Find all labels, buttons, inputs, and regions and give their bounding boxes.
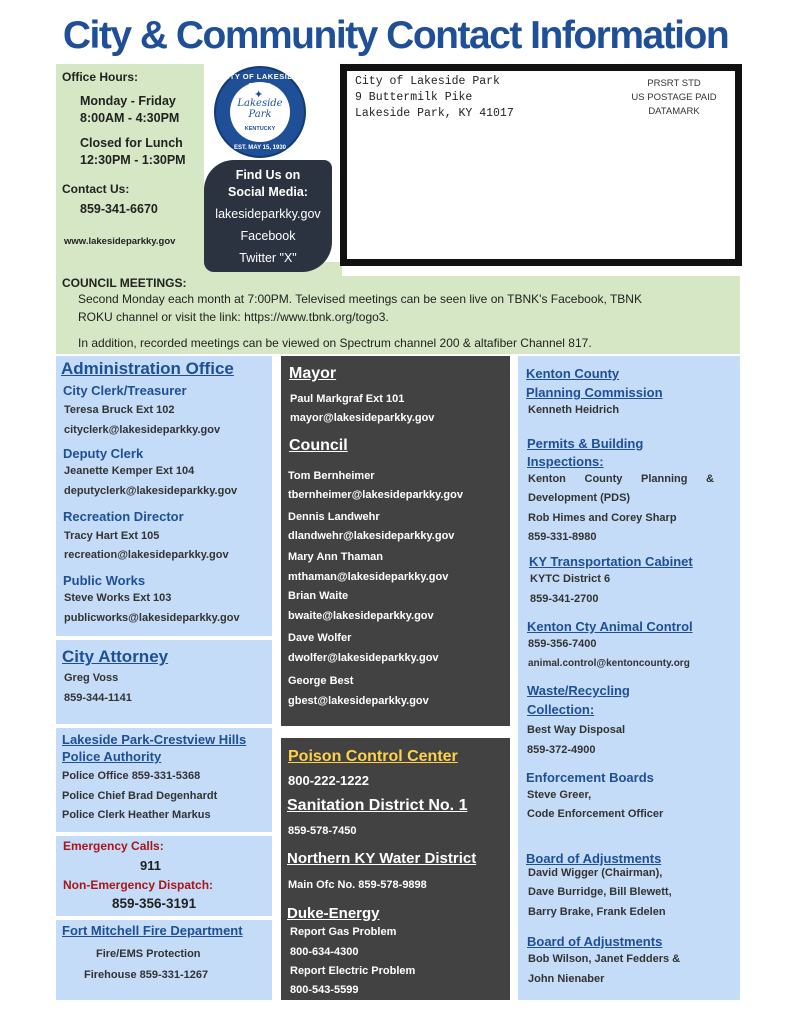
council-member-email[interactable]: gbest@lakesideparkky.gov [288,695,429,707]
police-heading-2: Police Authority [62,749,162,764]
clerk-name: Teresa Bruck Ext 102 [64,404,175,416]
sanitation-heading: Sanitation District No. 1 [287,797,468,814]
police-office: Police Office 859-331-5368 [62,770,201,782]
seal-top-text: CITY OF LAKESIDE [221,72,299,81]
animal-email[interactable]: animal.control@kentoncounty.org [528,658,690,669]
mail-line-2: 9 Buttermilk Pike [355,91,473,104]
seal-state: KENTUCKY [244,126,276,132]
permits-line-1: Kenton County Planning & [528,473,714,485]
adj1-line-3: Barry Brake, Frank Edelen [528,906,666,918]
office-hours-label: Office Hours: [62,70,139,84]
poison-phone: 800-222-1222 [288,773,369,788]
fire-line-1: Fire/EMS Protection [96,948,201,960]
social-facebook-link[interactable]: Facebook [240,229,296,243]
permits-names: Rob Himes and Corey Sharp [528,512,677,524]
page-title: City & Community Contact Information [62,14,729,57]
council-meetings-line-3: In addition, recorded meetings can be viewed on Spectrum channel 200 & altafiber Channel 817. [78,336,592,350]
permits-heading-1: Permits & Building [527,436,644,451]
council-member-email[interactable]: tbernheimer@lakesideparkky.gov [288,489,463,501]
admin-heading: Administration Office [61,359,234,378]
seal-inner [230,82,290,142]
mail-line-3: Lakeside Park, KY 41017 [355,107,514,120]
enforce-title: Code Enforcement Officer [527,808,664,820]
transport-district: KYTC District 6 [530,573,611,585]
council-meetings-line-1: Second Monday each month at 7:00PM. Televised meetings can be seen live on TBNK's Facebook, TBNK [78,292,642,306]
council-member-name: Mary Ann Thaman [288,551,383,563]
social-heading-2: Social Media: [228,185,308,199]
pw-title: Public Works [63,573,146,588]
mayor-email[interactable]: mayor@lakesideparkky.gov [290,412,435,424]
clerk-title: City Clerk/Treasurer [63,383,187,398]
seal-est: EST. MAY 15, 1930 [233,145,287,151]
contact-label: Contact Us: [62,182,130,196]
permits-line-2: Development (PDS) [528,492,631,504]
council-heading: Council [289,437,348,454]
attorney-heading: City Attorney [62,647,169,666]
waste-heading-2: Collection: [527,702,595,717]
transport-heading: KY Transportation Cabinet [529,554,693,569]
social-media-badge [204,160,332,272]
deputy-email[interactable]: deputyclerk@lakesideparkky.gov [64,485,238,497]
mayor-name: Paul Markgraf Ext 101 [290,393,405,405]
seal-name [230,98,290,120]
enforce-name: Steve Greer, [527,789,592,801]
mail-line-1: City of Lakeside Park [355,75,500,88]
mailing-address-box [340,64,742,266]
clerk-email[interactable]: cityclerk@lakesideparkky.gov [64,424,221,436]
council-member-name: Dave Wolfer [288,632,352,644]
attorney-name: Greg Voss [64,672,119,684]
seal-name-line2: Park [248,109,272,120]
attorney-phone: 859-344-1141 [64,692,132,704]
rec-name: Tracy Hart Ext 105 [64,530,160,542]
adj1-line-2: Dave Burridge, Bill Blewett, [528,886,672,898]
waste-name: Best Way Disposal [527,724,626,736]
pw-name: Steve Works Ext 103 [64,592,172,604]
council-member-name: Tom Bernheimer [288,470,375,482]
council-member-email[interactable]: mthaman@lakesideparkky.gov [288,571,449,583]
fire-heading: Fort Mitchell Fire Department [62,923,243,938]
office-phone: 859-341-6670 [80,202,158,216]
police-heading-1: Lakeside Park-Crestview Hills [62,732,247,747]
water-heading: Northern KY Water District [287,850,477,867]
nonemergency-label: Non-Emergency Dispatch: [63,878,214,892]
postage-line-2: US POSTAGE PAID [631,92,717,103]
deputy-name: Jeanette Kemper Ext 104 [64,465,195,477]
animal-heading: Kenton Cty Animal Control [527,619,693,634]
planning-heading-1: Kenton County [526,366,620,381]
social-twitter-link[interactable]: Twitter "X" [239,251,297,265]
lunch-label: Closed for Lunch [80,136,183,150]
animal-phone: 859-356-7400 [528,638,597,650]
fire-line-2: Firehouse 859-331-1267 [84,969,209,981]
electric-phone: 800-543-5599 [290,984,359,996]
permits-phone: 859-331-8980 [528,531,597,543]
social-site-link[interactable]: lakesideparkky.gov [215,207,321,221]
transport-phone: 859-341-2700 [530,593,599,605]
city-seal-logo [214,66,306,158]
website-link[interactable]: www.lakesideparkky.gov [64,236,176,247]
adj2-heading: Board of Adjustments [527,934,663,949]
planning-heading-2: Planning Commission [526,385,663,400]
office-days: Monday - Friday [80,94,176,108]
sanitation-phone: 859-578-7450 [288,825,357,837]
gas-label: Report Gas Problem [290,926,397,938]
postage-line-1: PRSRT STD [647,78,701,89]
social-heading-1: Find Us on [235,168,301,182]
water-phone: Main Ofc No. 859-578-9898 [288,879,427,891]
adj1-heading: Board of Adjustments [526,851,662,866]
council-member-name: Dennis Landwehr [288,511,380,523]
waste-heading-1: Waste/Recycling [527,683,630,698]
adj2-line-2: John Nienaber [528,973,605,985]
postage-line-3: DATAMARK [648,106,700,117]
gas-phone: 800-634-4300 [290,946,359,958]
rec-title: Recreation Director [63,509,184,524]
emergency-number: 911 [140,858,161,873]
council-member-name: George Best [288,675,354,687]
poison-heading: Poison Control Center [288,748,458,765]
council-meetings-line-2: ROKU channel or visit the link: https://www.tbnk.org/togo3. [78,310,389,324]
enforce-heading: Enforcement Boards [526,770,654,785]
council-member-email[interactable]: bwaite@lakesideparkky.gov [288,610,434,622]
planning-name: Kenneth Heidrich [528,404,620,416]
nonemergency-number: 859-356-3191 [112,896,197,911]
emergency-label: Emergency Calls: [63,839,164,853]
duke-heading: Duke-Energy [287,905,380,922]
seal-name-line1: Lakeside [237,98,283,109]
office-hours: 8:00AM - 4:30PM [80,111,180,125]
adj1-line-1: David Wigger (Chairman), [528,867,663,879]
council-member-email[interactable]: dwolfer@lakesideparkky.gov [288,652,439,664]
council-meetings-heading: COUNCIL MEETINGS: [62,276,187,290]
waste-phone: 859-372-4900 [527,744,596,756]
bird-icon: ✦ [254,89,264,101]
police-clerk: Police Clerk Heather Markus [62,809,211,821]
electric-label: Report Electric Problem [290,965,416,977]
council-member-email[interactable]: dlandwehr@lakesideparkky.gov [288,530,455,542]
mayor-heading: Mayor [289,365,337,382]
adj2-line-1: Bob Wilson, Janet Fedders & [528,953,681,965]
pw-email[interactable]: publicworks@lakesideparkky.gov [64,612,240,624]
lunch-hours: 12:30PM - 1:30PM [80,153,186,167]
permits-heading-2: Inspections: [527,454,604,469]
rec-email[interactable]: recreation@lakesideparkky.gov [64,549,229,561]
council-member-name: Brian Waite [288,590,349,602]
police-chief: Police Chief Brad Degenhardt [62,790,218,802]
deputy-title: Deputy Clerk [63,446,144,461]
